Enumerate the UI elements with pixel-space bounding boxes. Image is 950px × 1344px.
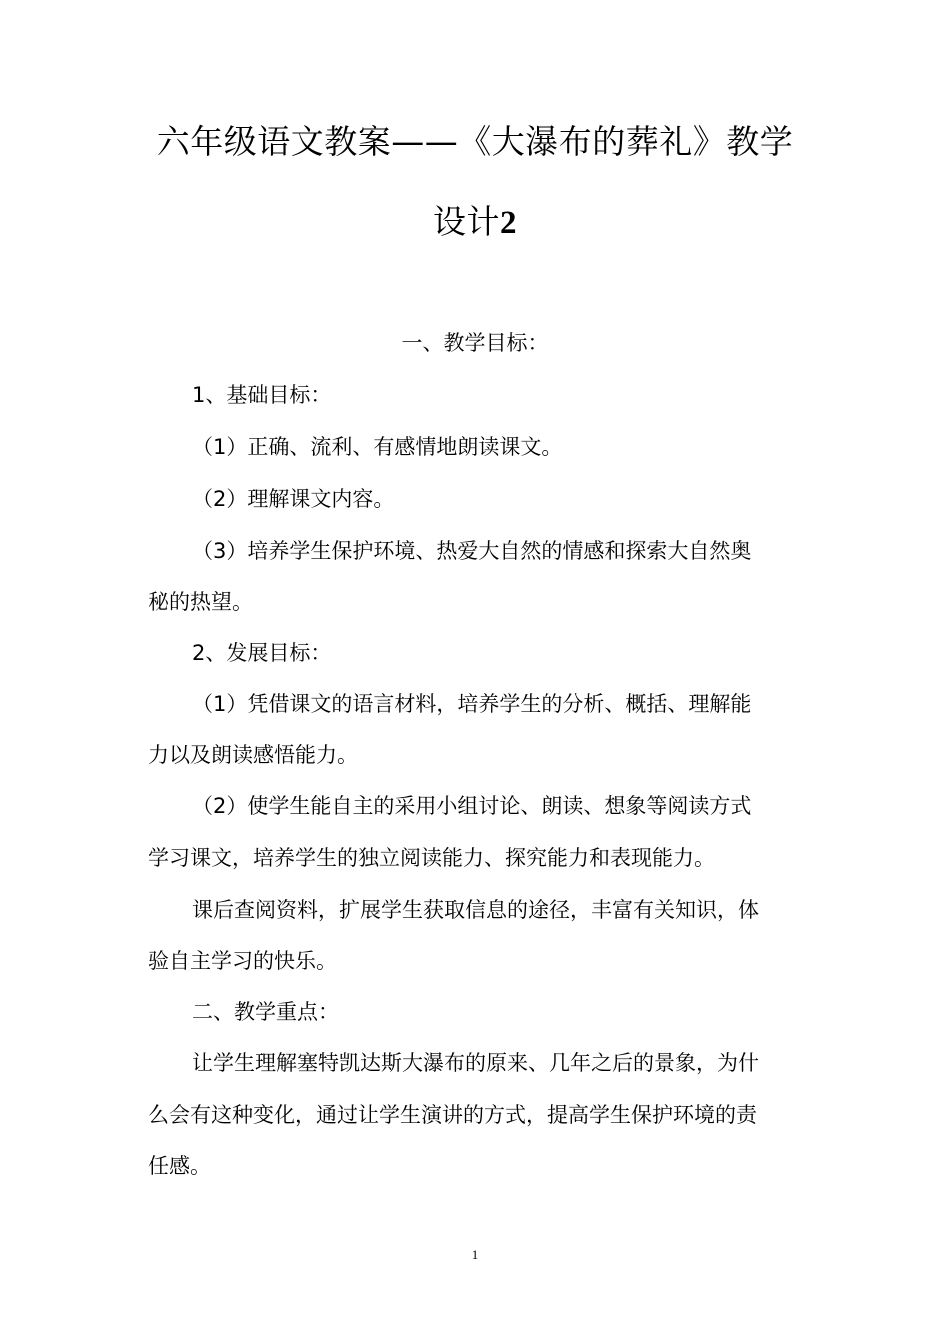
title-number: 2: [500, 205, 517, 241]
goal-develop-item-1-line-2: 力以及朗读感悟能力。: [148, 743, 358, 767]
goal-basic-item-2: （2）理解课文内容。: [192, 487, 395, 511]
section-heading-goals: 一、教学目标：: [401, 331, 549, 355]
section-heading-key-points: 二、教学重点：: [192, 1000, 339, 1024]
goal-basic-item-1: （1）正确、流利、有感情地朗读课文。: [192, 435, 563, 459]
goal-develop-item-2-line-1: （2）使学生能自主的采用小组讨论、朗读、想象等阅读方式: [192, 794, 752, 818]
key-points-line-2: 么会有这种变化，通过让学生演讲的方式，提高学生保护环境的责: [148, 1103, 757, 1127]
goal-develop-item-1-line-1: （1）凭借课文的语言材料，培养学生的分析、概括、理解能: [192, 692, 752, 716]
goal-basic-item-3-line-1: （3）培养学生保护环境、热爱大自然的情感和探索大自然奥: [192, 539, 752, 563]
goal-basic-item-3-line-2: 秘的热望。: [148, 590, 253, 614]
goal-develop-item-2-line-2: 学习课文，培养学生的独立阅读能力、探究能力和表现能力。: [148, 846, 715, 870]
title-text: 设计: [433, 202, 500, 241]
key-points-line-3: 任感。: [148, 1154, 211, 1178]
key-points-line-1: 让学生理解塞特凯达斯大瀑布的原来、几年之后的景象，为什: [192, 1051, 759, 1075]
page-number: 1: [471, 1247, 479, 1262]
document-title-line-1: 六年级语文教案——《大瀑布的葬礼》教学: [156, 122, 794, 161]
goal-develop-heading: 2、发展目标：: [192, 641, 332, 665]
goal-basic-heading: 1、基础目标：: [192, 383, 332, 407]
document-title-line-2: [148, 202, 802, 243]
extra-paragraph-line-2: 验自主学习的快乐。: [148, 949, 337, 973]
extra-paragraph-line-1: 课后查阅资料，扩展学生获取信息的途径，丰富有关知识，体: [192, 898, 759, 922]
